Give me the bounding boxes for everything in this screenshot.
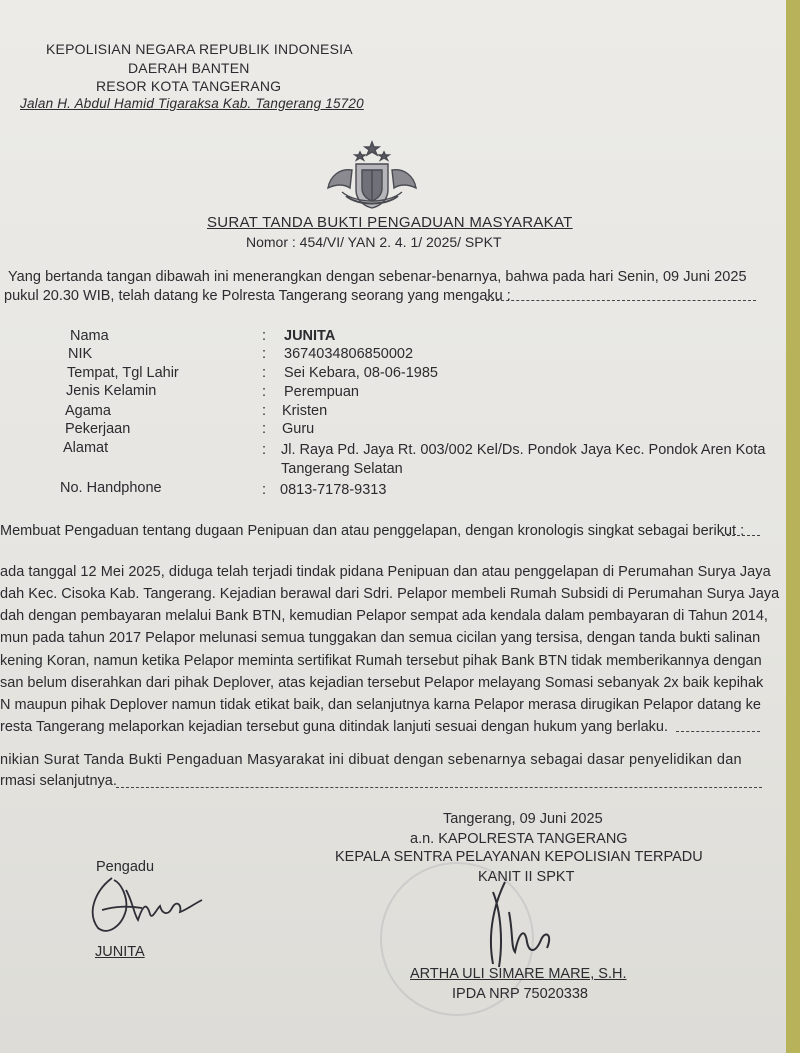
closing-line-1: nikian Surat Tanda Bukti Pengaduan Masyarakat ini dibuat dengan sebenarnya sebagai dasar penyelidikan dan (0, 752, 742, 768)
colon: : (262, 365, 267, 381)
label-alamat: Alamat (63, 440, 109, 456)
dash-line (486, 300, 756, 301)
signature-role-pengadu: Pengadu (96, 859, 155, 875)
value-nik: 3674034806850002 (284, 346, 414, 362)
chronology-line-6: san belum diserahkan dari pihak Deplover, atas kejadian tersebut Pelapor melayang Somasi sebanyak 2x baik kepihak (0, 675, 764, 691)
chronology-line-4: mun pada tahun 2017 Pelapor melunasi semua tunggakan dan semua cicilan yang tersisa, dengan tanda bukti salinan (0, 630, 761, 646)
dash-line (676, 731, 760, 732)
label-jenis-kelamin: Jenis Kelamin (66, 383, 157, 399)
page-edge (786, 0, 800, 1053)
closing-line-2: rmasi selanjutnya. (0, 773, 117, 789)
document-title: SURAT TANDA BUKTI PENGADUAN MASYARAKAT (207, 214, 573, 231)
signature-position: KEPALA SENTRA PELAYANAN KEPOLISIAN TERPADU (335, 849, 703, 865)
officer-signature-mark (465, 872, 575, 972)
value-alamat-2: Tangerang Selatan (281, 461, 403, 477)
colon: : (262, 421, 267, 437)
chronology-line-7: N maupun pihak Deplover namun tidak etikat baik, dan selanjutnya karna Pelapor merasa dirugikan Pelapor datang ke (0, 697, 761, 713)
value-alamat-1: Jl. Raya Pd. Jaya Rt. 003/002 Kel/Ds. Pondok Jaya Kec. Pondok Aren Kota (281, 442, 766, 458)
label-pekerjaan: Pekerjaan (65, 421, 131, 437)
colon: : (262, 442, 267, 458)
value-pekerjaan: Guru (282, 421, 315, 437)
colon: : (262, 403, 267, 419)
chronology-line-5: kening Koran, namun ketika Pelapor meminta sertifikat Rumah tersebut pihak Bank BTN tidak memberikannya dengan (0, 653, 762, 669)
header-region: DAERAH BANTEN (128, 60, 250, 76)
value-ttl: Sei Kebara, 08-06-1985 (284, 365, 438, 381)
signature-unit: KANIT II SPKT (478, 869, 575, 885)
header-address: Jalan H. Abdul Hamid Tigaraksa Kab. Tangerang 15720 (20, 96, 364, 111)
header-resort: RESOR KOTA TANGERANG (96, 78, 282, 94)
label-handphone: No. Handphone (60, 480, 162, 496)
header-institution: KEPOLISIAN NEGARA REPUBLIK INDONESIA (46, 41, 353, 57)
label-agama: Agama (65, 403, 111, 419)
value-handphone: 0813-7178-9313 (280, 482, 387, 498)
chronology-line-8: resta Tangerang melaporkan kejadian tersebut guna ditindak lanjuti sesuai dengan hukum yang berlaku. (0, 719, 668, 735)
signature-officer-rank: IPDA NRP 75020338 (452, 986, 588, 1002)
label-nik: NIK (68, 346, 93, 362)
dash-line (116, 787, 762, 788)
intro-line-2: pukul 20.30 WIB, telah datang ke Polresta Tangerang seorang yang mengaku : (4, 288, 511, 304)
chronology-line-2: dah Kec. Cisoka Kab. Tangerang. Kejadian berawal dari Sdri. Pelapor membeli Rumah Subsidi di Perumahan Surya Jaya (0, 586, 780, 602)
complainant-signature-mark (82, 870, 222, 940)
colon: : (262, 384, 267, 400)
intro-line-1: Yang bertanda tangan dibawah ini menerangkan dengan sebenar-benarnya, bahwa pada hari Senin, 09 Juni 2025 (8, 269, 747, 285)
colon: : (262, 346, 267, 362)
signature-place-date: Tangerang, 09 Juni 2025 (443, 811, 603, 827)
dash-line (722, 535, 760, 536)
colon: : (262, 328, 267, 344)
label-nama: Nama (70, 328, 109, 344)
value-jenis-kelamin: Perempuan (284, 384, 359, 400)
signature-officer-name: ARTHA ULI SIMARE MARE, S.H. (410, 966, 627, 982)
chronology-line-3: dah dengan pembayaran melalui Bank BTN, kemudian Pelapor sempat ada kendala dalam pembayaran di Tahun 2014, (0, 608, 768, 624)
police-emblem-icon (322, 140, 422, 212)
signature-an: a.n. KAPOLRESTA TANGERANG (410, 831, 628, 847)
signature-complainant-name: JUNITA (95, 944, 145, 960)
value-nama: JUNITA (284, 328, 336, 344)
chronology-line-1: ada tanggal 12 Mei 2025, diduga telah terjadi tindak pidana Penipuan dan atau penggelapan di Perumahan Surya Jaya (0, 564, 771, 580)
value-agama: Kristen (282, 403, 328, 419)
complaint-intro: Membuat Pengaduan tentang dugaan Penipuan dan atau penggelapan, dengan kronologis singkat sebagai berikut : (0, 523, 745, 539)
colon: : (262, 482, 267, 498)
label-ttl: Tempat, Tgl Lahir (67, 365, 179, 381)
document-number: Nomor : 454/VI/ YAN 2. 4. 1/ 2025/ SPKT (246, 234, 502, 250)
